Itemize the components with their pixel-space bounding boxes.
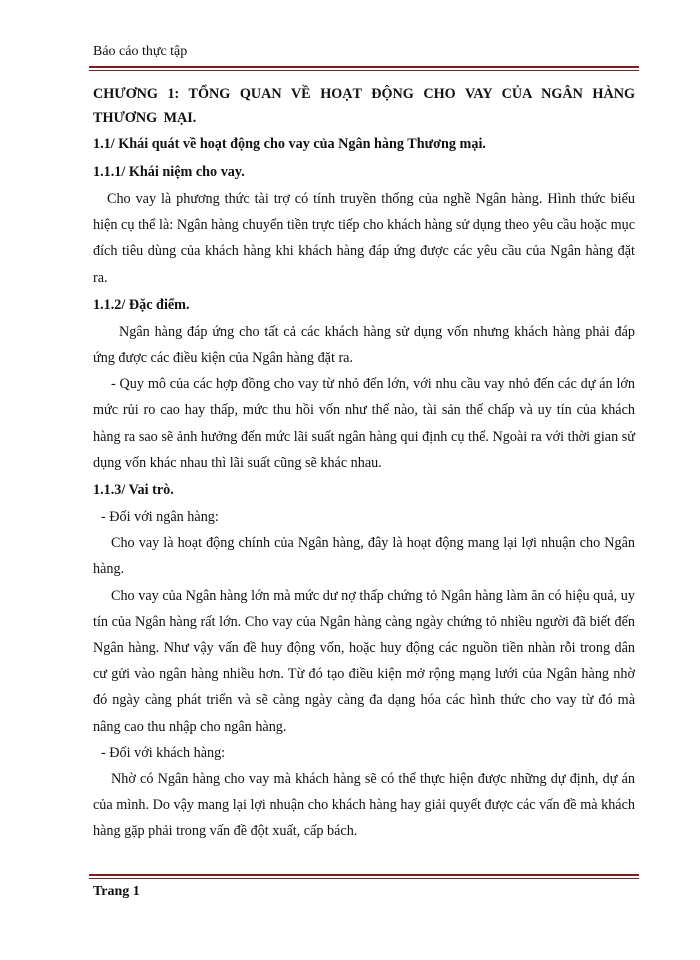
footer-divider [89,874,639,879]
paragraph-definition: Cho vay là phương thức tài trợ có tính truyền thống của nghề Ngân hàng. Hình thức biểu hiện cụ thể là: Ngân hàng chuyển tiền trực tiếp cho khách hàng sử dụng theo yêu cầu hoặc mục đích tiêu dùng của khách hàng khi khách hàng đáp ứng được các yêu cầu của Ngân hàng đặt ra. [93,191,635,286]
page-number: Trang 1 [93,884,140,899]
paragraph-bank-role-1: Cho vay là hoạt động chính của Ngân hàng, đây là hoạt động mang lại lợi nhuận cho Ngân hàng. [93,535,635,578]
subheading-for-bank: - Đối với ngân hàng: [101,509,219,526]
paragraph-characteristics: Ngân hàng đáp ứng cho tất cả các khách hàng sử dụng vốn nhưng khách hàng phải đáp ứng được các điều kiện của Ngân hàng đặt ra. [93,323,635,367]
paragraph-bank-role-2: Cho vay của Ngân hàng lớn mà mức dư nợ thấp chứng tỏ Ngân hàng làm ăn có hiệu quả, uy tín của Ngân hàng rất lớn. Cho vay của Ngân hàng càng ngày chứng tỏ nhiều người đã biết đến Ngân hàng. Như vậy vấn đề huy động vốn, hoặc huy động các nguồn tiền nhàn rỗi trong dân cư gửi vào ngân hàng nhiều hơn. Từ đó tạo điều kiện mở rộng mạng lưới của Ngân hàng nhờ đó ngày càng phát triển và sẽ càng ngày càng đa dạng hóa các hình thức cho vay từ đó mà nâng cao thu nhập cho ngân hàng. [93,587,635,735]
paragraph-customer-role: Nhờ có Ngân hàng cho vay mà khách hàng sẽ có thể thực hiện được những dự định, dự án của mình. Do vậy mang lại lợi nhuận cho khách hàng hay giải quyết được các vấn đề mà khách hàng gặp phải trong vấn đề đột xuất, cấp bách. [93,771,635,840]
section-heading-1-1: 1.1/ Khái quát về hoạt động cho vay của Ngân hàng Thương mại. [93,136,486,152]
subheading-for-customer: - Đối với khách hàng: [101,744,226,761]
chapter-title: CHƯƠNG 1: TỔNG QUAN VỀ HOẠT ĐỘNG CHO VAY CỦA NGÂN HÀNG THƯƠNG MẠI. [93,86,635,126]
page-header: Báo cáo thực tập [93,44,188,59]
paragraph-loan-scale: - Quy mô của các hợp đồng cho vay từ nhỏ đến lớn, với nhu cầu vay nhỏ đến các dự án lớn mức rủi ro cao hay thấp, mức thu hồi vốn như thế nào, tài sản thế chấp và uy tín của khách hàng ra sao sẽ ảnh hưởng đến mức lãi suất ngân hàng qui định cụ thể. Ngoài ra với thời gian sử dụng vốn khác nhau thì lãi suất cũng sẽ khác nhau. [93,376,635,471]
section-heading-1-1-2: 1.1.2/ Đặc điểm. [93,296,190,313]
section-heading-1-1-1: 1.1.1/ Khái niệm cho vay. [93,164,245,180]
section-heading-1-1-3: 1.1.3/ Vai trò. [93,482,174,499]
document-body [93,82,635,845]
header-divider [89,66,639,71]
